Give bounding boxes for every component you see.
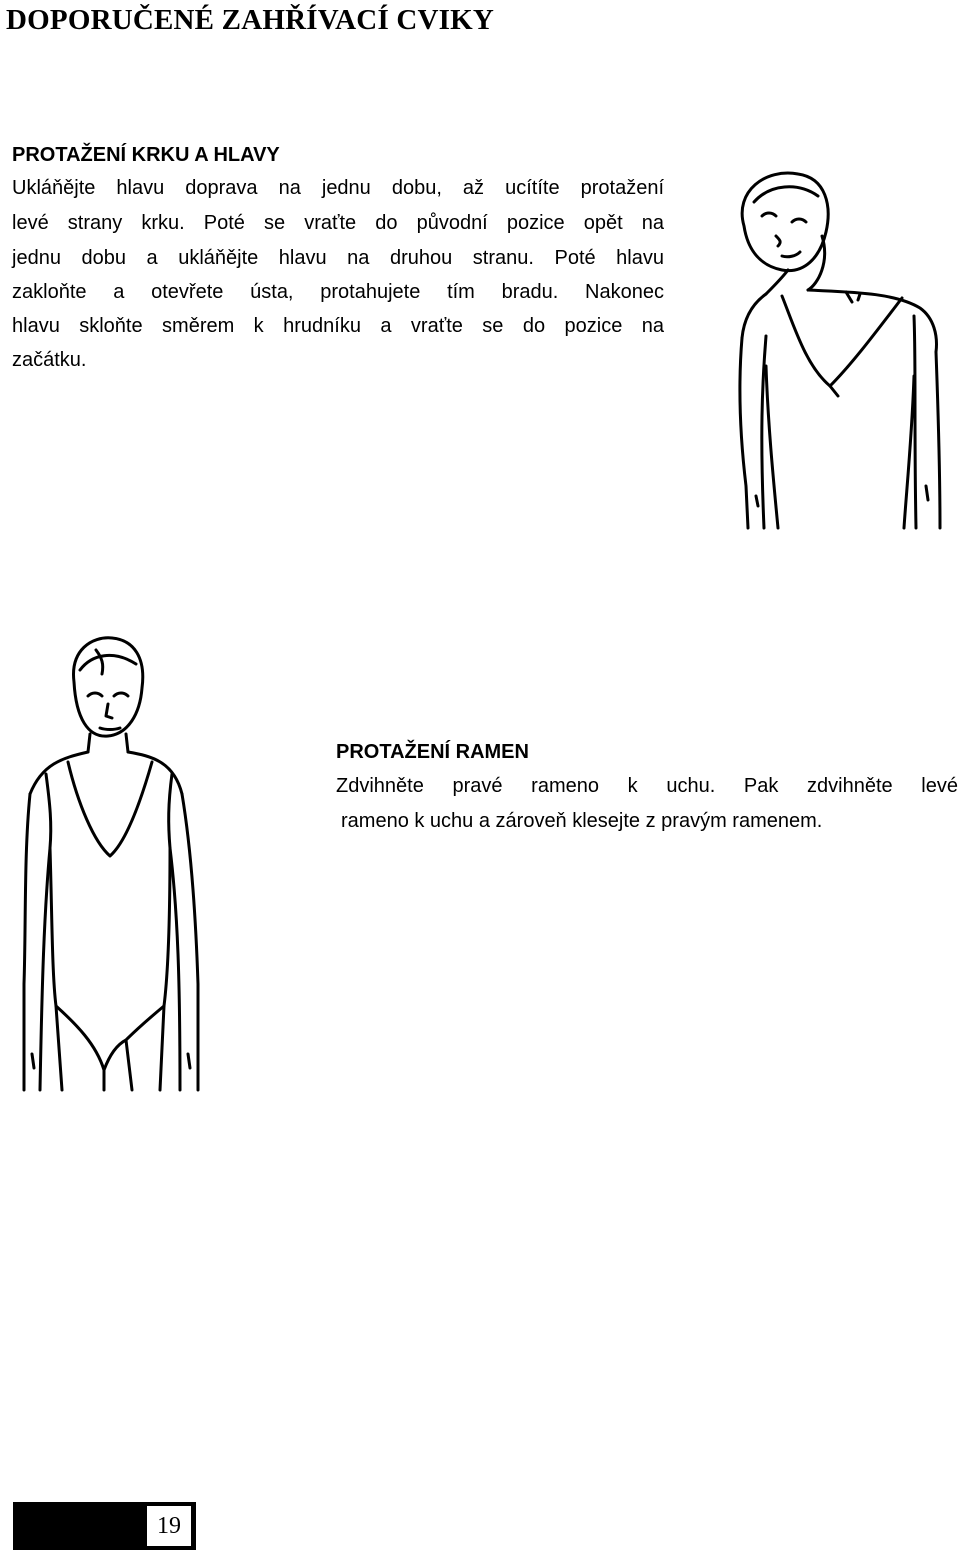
paragraph-line: hlavu skloňte směrem k hrudníku a vraťte se do pozice na: [12, 315, 664, 337]
page-title: DOPORUČENÉ ZAHŘÍVACÍ CVIKY: [6, 4, 495, 36]
paragraph-line: Ukláňějte hlavu doprava na jednu dobu, až ucítíte protažení: [12, 177, 664, 199]
section-heading-shoulders: PROTAŽENÍ RAMEN: [336, 741, 529, 763]
standing-figure: [22, 634, 200, 1092]
page-number: 19: [147, 1506, 191, 1546]
head-tilted-figure: [726, 166, 950, 534]
page-number-box: [13, 1502, 196, 1550]
paragraph-line: zakloňte a otevřete ústa, protahujete tím bradu. Nakonec: [12, 281, 664, 303]
paragraph-line: jednu dobu a ukláňějte hlavu na druhou stranu. Poté hlavu: [12, 247, 664, 269]
paragraph-line: levé strany krku. Poté se vraťte do původní pozice opět na: [12, 212, 664, 234]
paragraph-line: Zdvihněte pravé rameno k uchu. Pak zdvihněte levé: [336, 775, 958, 797]
paragraph-line: rameno k uchu a zároveň klesejte z pravým ramenem.: [341, 810, 823, 832]
paragraph-line: začátku.: [12, 349, 87, 371]
section-heading-neck: PROTAŽENÍ KRKU A HLAVY: [12, 144, 280, 166]
